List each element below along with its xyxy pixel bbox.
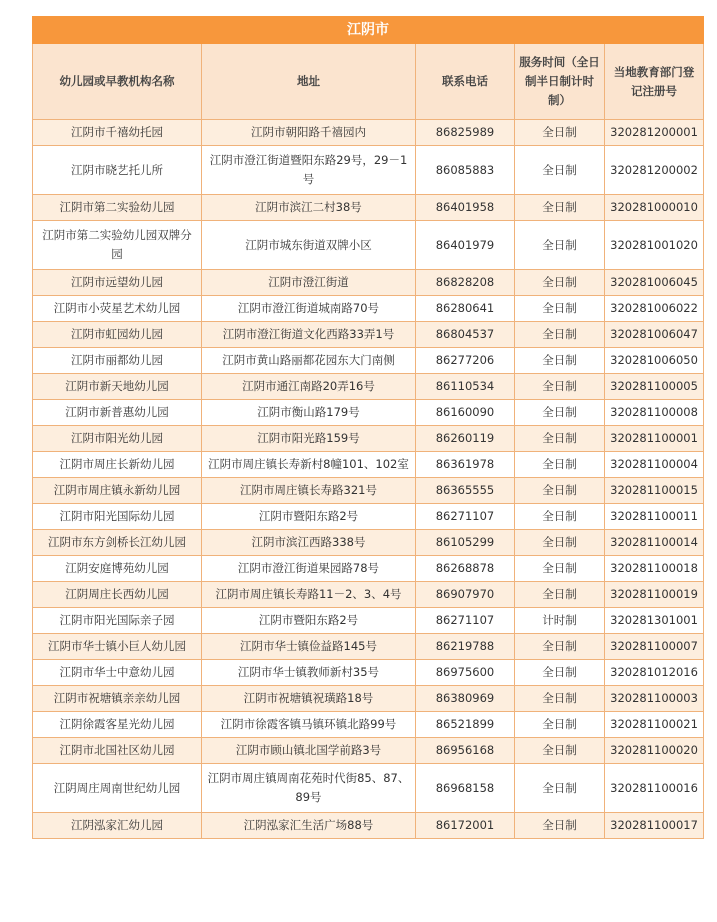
table-row — [33, 634, 704, 660]
cell-phone: 86271107 — [416, 608, 515, 634]
cell-registration-number: 320281006045 — [605, 270, 704, 296]
cell-name: 江阴市小荧星艺术幼儿园 — [33, 296, 202, 322]
cell-phone: 86280641 — [416, 296, 515, 322]
kindergarten-table-container — [32, 16, 703, 839]
cell-name: 江阴周庄周南世纪幼儿园 — [33, 764, 202, 813]
table-row — [33, 686, 704, 712]
cell-registration-number: 320281100017 — [605, 813, 704, 839]
cell-address: 江阴市徐霞客镇马镇环镇北路99号 — [202, 712, 416, 738]
cell-address: 江阴市衡山路179号 — [202, 400, 416, 426]
cell-address: 江阴市澄江街道文化西路33弄1号 — [202, 322, 416, 348]
cell-address: 江阴市周庄镇长寿新村8幢101、102室 — [202, 452, 416, 478]
cell-address: 江阴市华士镇俭益路145号 — [202, 634, 416, 660]
cell-service-time: 全日制 — [515, 221, 605, 270]
table-row — [33, 195, 704, 221]
cell-address: 江阴市澄江街道城南路70号 — [202, 296, 416, 322]
table-row — [33, 478, 704, 504]
cell-service-time: 全日制 — [515, 374, 605, 400]
cell-name: 江阴市新天地幼儿园 — [33, 374, 202, 400]
table-row — [33, 712, 704, 738]
table-row — [33, 120, 704, 146]
cell-name: 江阴安庭博苑幼儿园 — [33, 556, 202, 582]
table-row — [33, 764, 704, 813]
cell-name: 江阴泓家汇幼儿园 — [33, 813, 202, 839]
cell-service-time: 全日制 — [515, 660, 605, 686]
cell-name: 江阴周庄长西幼儿园 — [33, 582, 202, 608]
table-row — [33, 813, 704, 839]
cell-registration-number: 320281200001 — [605, 120, 704, 146]
cell-service-time: 全日制 — [515, 556, 605, 582]
cell-address: 江阴市滨江西路338号 — [202, 530, 416, 556]
cell-name: 江阴市丽都幼儿园 — [33, 348, 202, 374]
cell-name: 江阴市虹园幼儿园 — [33, 322, 202, 348]
cell-service-time: 全日制 — [515, 322, 605, 348]
cell-phone: 86956168 — [416, 738, 515, 764]
cell-phone: 86365555 — [416, 478, 515, 504]
cell-name: 江阴市周庄长新幼儿园 — [33, 452, 202, 478]
cell-address: 江阴市澄江街道果园路78号 — [202, 556, 416, 582]
cell-service-time: 全日制 — [515, 582, 605, 608]
cell-service-time: 全日制 — [515, 400, 605, 426]
cell-registration-number: 320281100019 — [605, 582, 704, 608]
cell-address: 江阴市祝塘镇祝璜路18号 — [202, 686, 416, 712]
cell-address: 江阴市周庄镇长寿路321号 — [202, 478, 416, 504]
cell-address: 江阴市滨江二村38号 — [202, 195, 416, 221]
cell-phone: 86907970 — [416, 582, 515, 608]
cell-name: 江阴市晓艺托儿所 — [33, 146, 202, 195]
cell-registration-number: 320281100015 — [605, 478, 704, 504]
cell-name: 江阴市第二实验幼儿园双牌分园 — [33, 221, 202, 270]
table-title: 江阴市 — [33, 17, 704, 44]
cell-service-time: 全日制 — [515, 120, 605, 146]
cell-address: 江阴市周庄镇长寿路11－2、3、4号 — [202, 582, 416, 608]
cell-service-time: 全日制 — [515, 296, 605, 322]
cell-registration-number: 320281100005 — [605, 374, 704, 400]
cell-address: 江阴市通江南路20弄16号 — [202, 374, 416, 400]
table-row — [33, 738, 704, 764]
cell-phone: 86160090 — [416, 400, 515, 426]
cell-phone: 86804537 — [416, 322, 515, 348]
cell-address: 江阴市澄江街道暨阳东路29号，29－1号 — [202, 146, 416, 195]
cell-address: 江阴市暨阳东路2号 — [202, 504, 416, 530]
cell-phone: 86268878 — [416, 556, 515, 582]
cell-name: 江阴市阳光国际幼儿园 — [33, 504, 202, 530]
cell-registration-number: 320281100021 — [605, 712, 704, 738]
cell-registration-number: 320281100011 — [605, 504, 704, 530]
cell-name: 江阴市千禧幼托园 — [33, 120, 202, 146]
table-row — [33, 348, 704, 374]
cell-address: 江阴市澄江街道 — [202, 270, 416, 296]
cell-service-time: 全日制 — [515, 813, 605, 839]
cell-service-time: 全日制 — [515, 195, 605, 221]
cell-address: 江阴市阳光路159号 — [202, 426, 416, 452]
cell-phone: 86260119 — [416, 426, 515, 452]
table-body — [33, 120, 704, 839]
cell-name: 江阴市周庄镇永新幼儿园 — [33, 478, 202, 504]
table-row — [33, 556, 704, 582]
cell-phone: 86521899 — [416, 712, 515, 738]
cell-name: 江阴市北国社区幼儿园 — [33, 738, 202, 764]
cell-name: 江阴市祝塘镇亲亲幼儿园 — [33, 686, 202, 712]
cell-registration-number: 320281006022 — [605, 296, 704, 322]
cell-name: 江阴市华士中意幼儿园 — [33, 660, 202, 686]
cell-registration-number: 320281100014 — [605, 530, 704, 556]
cell-service-time: 全日制 — [515, 504, 605, 530]
cell-registration-number: 320281006050 — [605, 348, 704, 374]
cell-service-time: 全日制 — [515, 146, 605, 195]
cell-registration-number: 320281001020 — [605, 221, 704, 270]
cell-address: 江阴市华士镇教师新村35号 — [202, 660, 416, 686]
cell-phone: 86110534 — [416, 374, 515, 400]
cell-address: 江阴市城东街道双牌小区 — [202, 221, 416, 270]
header-phone: 联系电话 — [416, 44, 515, 120]
cell-service-time: 全日制 — [515, 634, 605, 660]
cell-address: 江阴市顾山镇北国学前路3号 — [202, 738, 416, 764]
table-row — [33, 270, 704, 296]
cell-service-time: 全日制 — [515, 452, 605, 478]
cell-name: 江阴徐霞客星光幼儿园 — [33, 712, 202, 738]
cell-service-time: 计时制 — [515, 608, 605, 634]
cell-registration-number: 320281100007 — [605, 634, 704, 660]
cell-phone: 86968158 — [416, 764, 515, 813]
cell-registration-number: 320281100016 — [605, 764, 704, 813]
table-row — [33, 221, 704, 270]
cell-phone: 86401979 — [416, 221, 515, 270]
cell-address: 江阴市暨阳东路2号 — [202, 608, 416, 634]
kindergarten-table — [32, 16, 704, 839]
cell-name: 江阴市第二实验幼儿园 — [33, 195, 202, 221]
cell-registration-number: 320281200002 — [605, 146, 704, 195]
cell-name: 江阴市远望幼儿园 — [33, 270, 202, 296]
cell-phone: 86828208 — [416, 270, 515, 296]
cell-address: 江阴市黄山路丽都花园东大门南侧 — [202, 348, 416, 374]
table-row — [33, 374, 704, 400]
cell-phone: 86085883 — [416, 146, 515, 195]
cell-phone: 86825989 — [416, 120, 515, 146]
cell-phone: 86401958 — [416, 195, 515, 221]
cell-registration-number: 320281100008 — [605, 400, 704, 426]
cell-registration-number: 320281012016 — [605, 660, 704, 686]
table-row — [33, 660, 704, 686]
cell-phone: 86271107 — [416, 504, 515, 530]
table-row — [33, 146, 704, 195]
cell-name: 江阴市阳光幼儿园 — [33, 426, 202, 452]
cell-phone: 86380969 — [416, 686, 515, 712]
cell-phone: 86172001 — [416, 813, 515, 839]
table-row — [33, 504, 704, 530]
table-row — [33, 426, 704, 452]
cell-registration-number: 320281100004 — [605, 452, 704, 478]
cell-phone: 86361978 — [416, 452, 515, 478]
table-header-row — [33, 44, 704, 120]
table-row — [33, 582, 704, 608]
cell-address: 江阴泓家汇生活广场88号 — [202, 813, 416, 839]
table-row — [33, 530, 704, 556]
cell-registration-number: 320281301001 — [605, 608, 704, 634]
cell-name: 江阴市华士镇小巨人幼儿园 — [33, 634, 202, 660]
table-row — [33, 452, 704, 478]
header-registration-number: 当地教育部门登记注册号 — [605, 44, 704, 120]
cell-service-time: 全日制 — [515, 712, 605, 738]
cell-registration-number: 320281000010 — [605, 195, 704, 221]
cell-registration-number: 320281100001 — [605, 426, 704, 452]
cell-registration-number: 320281100003 — [605, 686, 704, 712]
cell-registration-number: 320281006047 — [605, 322, 704, 348]
cell-registration-number: 320281100020 — [605, 738, 704, 764]
cell-phone: 86975600 — [416, 660, 515, 686]
cell-service-time: 全日制 — [515, 270, 605, 296]
cell-name: 江阴市东方剑桥长江幼儿园 — [33, 530, 202, 556]
cell-phone: 86277206 — [416, 348, 515, 374]
header-address: 地址 — [202, 44, 416, 120]
cell-phone: 86105299 — [416, 530, 515, 556]
cell-service-time: 全日制 — [515, 764, 605, 813]
cell-address: 江阴市周庄镇周南花苑时代街85、87、89号 — [202, 764, 416, 813]
header-service-time: 服务时间（全日制半日制计时制） — [515, 44, 605, 120]
table-row — [33, 608, 704, 634]
header-name: 幼儿园或早教机构名称 — [33, 44, 202, 120]
cell-service-time: 全日制 — [515, 686, 605, 712]
cell-service-time: 全日制 — [515, 426, 605, 452]
cell-service-time: 全日制 — [515, 478, 605, 504]
cell-name: 江阴市阳光国际亲子园 — [33, 608, 202, 634]
cell-service-time: 全日制 — [515, 530, 605, 556]
cell-service-time: 全日制 — [515, 738, 605, 764]
cell-service-time: 全日制 — [515, 348, 605, 374]
table-row — [33, 296, 704, 322]
table-row — [33, 322, 704, 348]
cell-registration-number: 320281100018 — [605, 556, 704, 582]
cell-phone: 86219788 — [416, 634, 515, 660]
table-row — [33, 400, 704, 426]
cell-name: 江阴市新普惠幼儿园 — [33, 400, 202, 426]
cell-address: 江阴市朝阳路千禧园内 — [202, 120, 416, 146]
